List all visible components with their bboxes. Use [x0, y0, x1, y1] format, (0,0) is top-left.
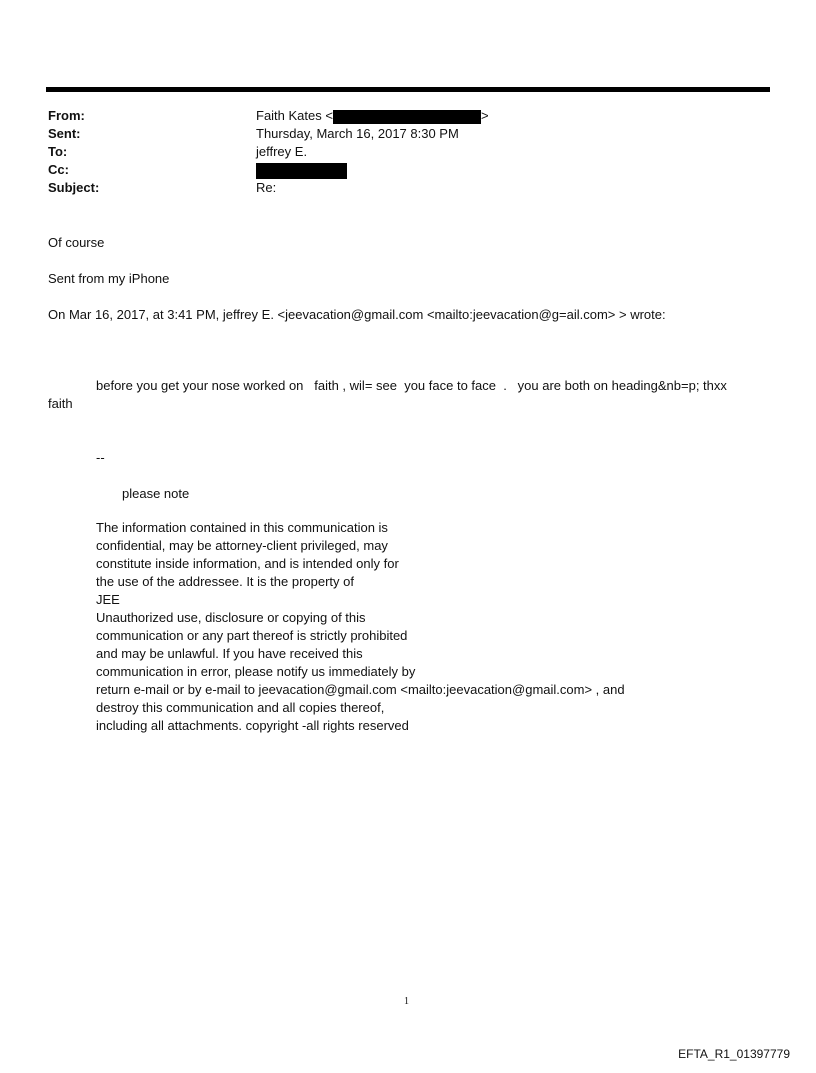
- from-value: [256, 107, 489, 125]
- from-name: Faith Kates <: [256, 108, 333, 123]
- cc-value: [256, 161, 347, 179]
- reply-text: Of course: [48, 235, 105, 250]
- signature-text: Sent from my iPhone: [48, 271, 170, 286]
- disclaimer-line: communication in error, please notify us immediately by: [96, 664, 416, 679]
- disclaimer-line: communication or any part thereof is strictly prohibited: [96, 628, 408, 643]
- disclaimer-line: and may be unlawful. If you have received this: [96, 646, 363, 661]
- from-close: >: [480, 108, 489, 123]
- please-note-text: please note: [122, 486, 190, 501]
- disclaimer-line: constitute inside information, and is intended only for: [96, 556, 399, 571]
- from-label: From:: [48, 108, 85, 123]
- disclaimer-line: including all attachments. copyright -all rights reserved: [96, 718, 409, 733]
- disclaimer-line: The information contained in this communication is: [96, 520, 388, 535]
- signature-separator: --: [96, 450, 105, 465]
- quote-intro: On Mar 16, 2017, at 3:41 PM, jeffrey E. <jeevacation@gmail.com <mailto:jeevacation@g=ail.com> > wrote:: [48, 307, 666, 322]
- document-id: EFTA_R1_01397779: [678, 1047, 790, 1061]
- disclaimer-block: [96, 519, 625, 735]
- page-number: 1: [404, 996, 409, 1007]
- disclaimer-line: JEE: [96, 592, 120, 607]
- disclaimer-line: destroy this communication and all copies thereof,: [96, 700, 385, 715]
- disclaimer-line: the use of the addressee. It is the property of: [96, 574, 354, 589]
- disclaimer-line: Unauthorized use, disclosure or copying of this: [96, 610, 366, 625]
- to-label: To:: [48, 144, 68, 159]
- sent-value: Thursday, March 16, 2017 8:30 PM: [256, 126, 459, 141]
- sent-label: Sent:: [48, 126, 81, 141]
- disclaimer-line: confidential, may be attorney-client privileged, may: [96, 538, 388, 553]
- subject-label: Subject:: [48, 180, 100, 195]
- header-rule: [46, 87, 770, 92]
- quoted-message-line: faith: [48, 396, 73, 411]
- redaction-block: [333, 110, 481, 124]
- subject-value: Re:: [256, 180, 277, 195]
- quoted-message-line: before you get your nose worked on faith , wil= see you face to face . you are both on heading&nb=p; thxx: [96, 378, 727, 393]
- to-value: jeffrey E.: [256, 144, 308, 159]
- redaction-block: [256, 163, 347, 179]
- disclaimer-line: return e-mail or by e-mail to jeevacation@gmail.com <mailto:jeevacation@gmail.com> , and: [96, 682, 625, 697]
- cc-label: Cc:: [48, 162, 69, 177]
